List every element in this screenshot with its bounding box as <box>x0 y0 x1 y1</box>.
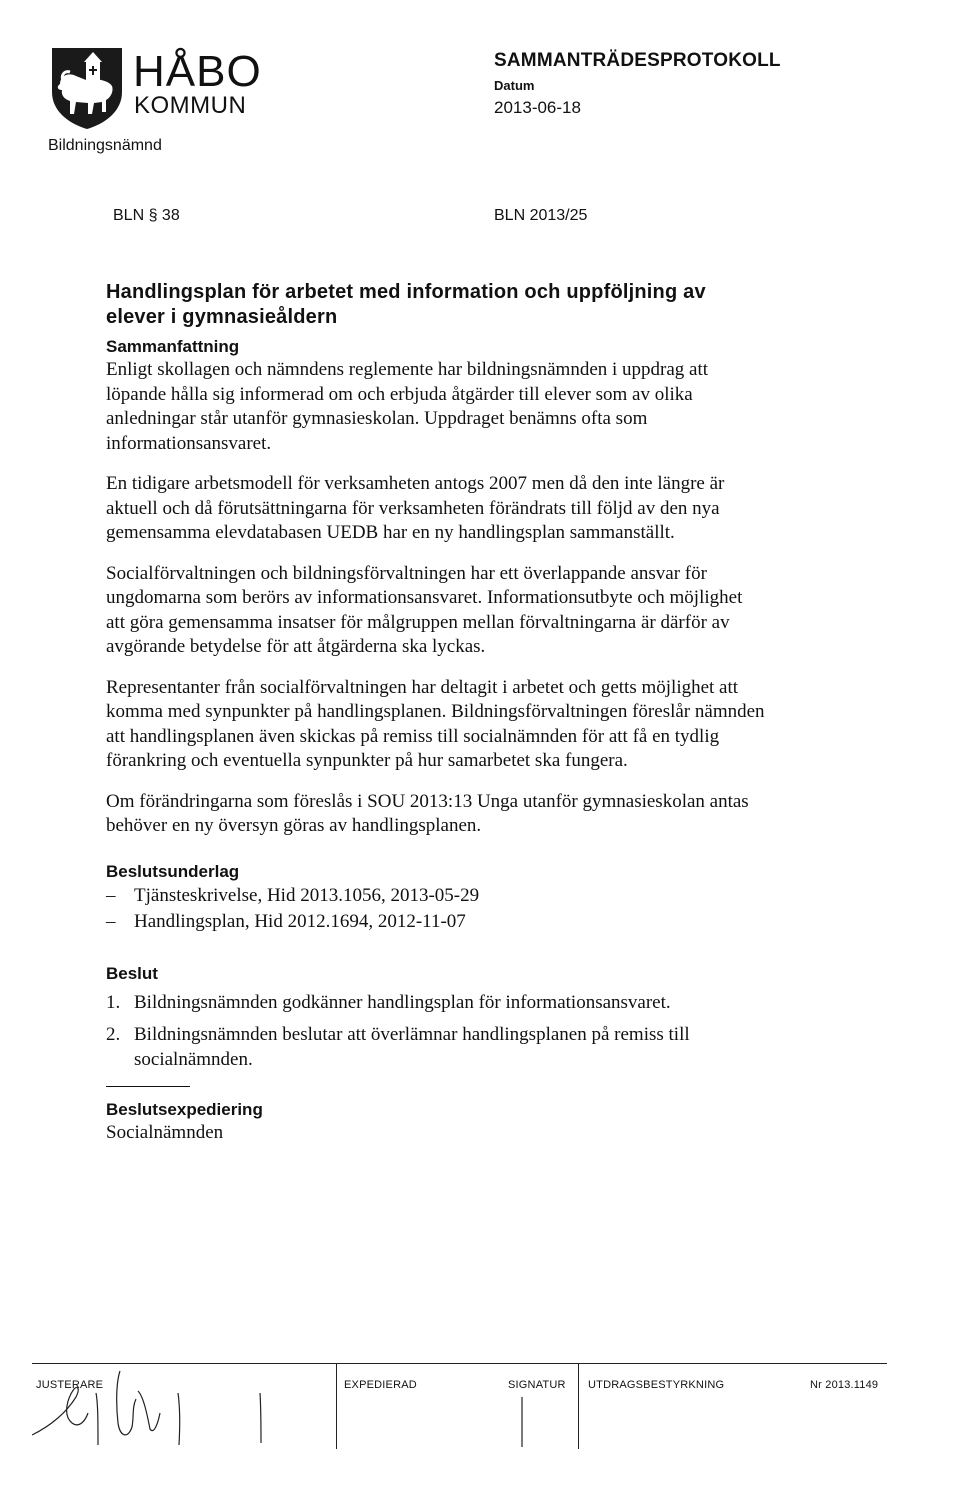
document-number: Nr 2013.1149 <box>810 1379 879 1391</box>
decision-text: Bildningsnämnden godkänner handlingsplan för informationsansvaret. <box>134 991 671 1013</box>
municipality-logo-shield-icon <box>50 46 124 130</box>
logo-name: HÅBO <box>133 47 262 96</box>
decision-heading: Beslut <box>106 963 158 983</box>
basis-item-text: Handlingsplan, Hid 2012.1694, 2012-11-07 <box>134 910 466 932</box>
list-item <box>106 909 766 935</box>
decision-number: 1. <box>106 991 121 1013</box>
handwritten-initials-signature <box>32 1363 332 1449</box>
date-value: 2013-06-18 <box>494 98 581 117</box>
summary-heading: Sammanfattning <box>106 337 240 356</box>
case-reference: BLN 2013/25 <box>494 207 588 224</box>
justerare-label: JUSTERARE <box>36 1379 104 1391</box>
list-item <box>106 883 766 909</box>
utdragsbestyrkning-label: UTDRAGSBESTYRKNING <box>588 1379 725 1391</box>
document-body <box>106 280 766 1146</box>
decision-number: 2. <box>106 1024 121 1045</box>
dispatch-heading: Beslutsexpediering <box>106 1100 263 1119</box>
summary-paragraph: Socialförvaltningen och bildningsförvaltningen har ett överlappande ansvar för ungdomarna som berörs av informationsansvaret. Informationsutbyte och möjlighet att göra gemensamma insatser för målgruppen mellan förvaltningarna är därför av avgörande betydelse för att åtgärderna ska lyckas. <box>106 562 743 657</box>
dash-marker: – <box>106 910 116 932</box>
summary-paragraph: En tidigare arbetsmodell för verksamheten antogs 2007 men då den inte längre är aktuell och då förutsättningarna för verksamheten förändrats till följd av den nya gemensamma elevdatabasen UEDB har en ny handlingsplan sammanställt. <box>106 473 725 543</box>
dash-marker: – <box>106 884 116 906</box>
signatur-label: SIGNATUR <box>508 1379 566 1391</box>
basis-heading: Beslutsunderlag <box>106 861 240 881</box>
footer-divider <box>336 1363 337 1449</box>
summary-paragraph: Representanter från socialförvaltningen har deltagit i arbetet och getts möjlighet att komma med synpunkter på handlingsplanen. Bildningsförvaltningen föreslår nämnden att handlingsplanen även skickas på remiss till socialnämnden för att få en tydlig förankring och eventuella synpunkter på hur samarbetet ska fungera. <box>106 676 765 771</box>
page-title: Handlingsplan för arbetet med information och uppföljning av elever i gymnasieåldern <box>106 281 706 328</box>
date-label: Datum <box>494 78 535 93</box>
footer-signature-table <box>32 1363 887 1449</box>
organization-name: Bildningsnämnd <box>48 137 162 154</box>
decision-text: Bildningsnämnden beslutar att överlämnar handlingsplanen på remiss till socialnämnden. <box>134 1024 690 1070</box>
signature-mark <box>502 1363 542 1449</box>
logo-subtitle: KOMMUN <box>134 92 247 119</box>
list-item <box>106 991 766 1016</box>
divider <box>106 1086 190 1087</box>
decision-list <box>106 991 766 1073</box>
dispatch-recipient: Socialnämnden <box>106 1122 224 1143</box>
summary-paragraph: Om förändringarna som föreslås i SOU 2013:13 Unga utanför gymnasieskolan antas behöver en ny översyn göras av handlingsplanen. <box>106 790 749 836</box>
basis-list <box>106 883 766 935</box>
summary-paragraph: Enligt skollagen och nämndens reglemente har bildningsnämnden i uppdrag att löpande hålla sig informerad om och erbjuda åtgärder till elever som av olika anledningar står utanför gymnasieskolan. Uppdraget benämns ofta som informationsansvaret. <box>106 359 709 454</box>
basis-item-text: Tjänsteskrivelse, Hid 2013.1056, 2013-05-29 <box>134 884 480 906</box>
document-type: SAMMANTRÄDESPROTOKOLL <box>494 50 781 71</box>
paragraph-reference: BLN § 38 <box>113 207 180 224</box>
footer-divider <box>578 1363 579 1449</box>
expedierad-label: EXPEDIERAD <box>344 1379 417 1391</box>
list-item <box>106 1023 766 1072</box>
